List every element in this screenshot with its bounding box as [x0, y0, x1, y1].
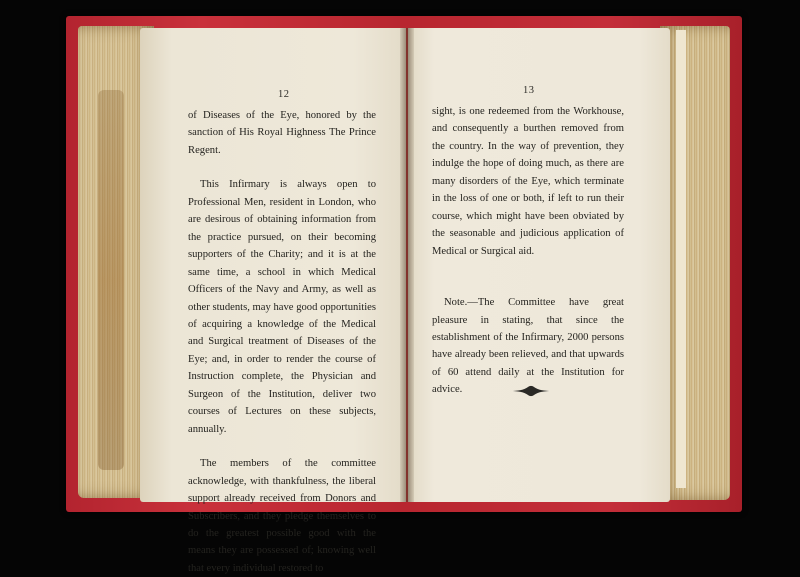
right-page [408, 28, 670, 502]
right-page-text [432, 103, 624, 399]
page-edge-stain [98, 90, 124, 470]
page-number-left: 12 [278, 89, 290, 100]
paragraph: sight, is one redeemed from the Workhouse, and consequently a burthen removed from the country. In the way of prevention, they indulge the hope of doing much, as there are many disorders of the Eye, which terminate in the loss of one or both, if left to run their course, which might have been obviated by the seasonable and judicious application of Medical or Surgical aid. [432, 106, 624, 257]
paragraph: of Diseases of the Eye, honored by the sanction of His Royal Highness The Prince Regent. [188, 110, 376, 156]
paragraph: The members of the committee acknowledge, with thankfulness, the liberal support already received from Donors and Subscribers, and they pledge themselves to do the greatest possible good with the means they are possessed of; knowing well that every individual restored to [188, 458, 376, 574]
right-page-edges [660, 26, 730, 500]
left-page [140, 28, 406, 574]
page-number-right: 13 [523, 85, 535, 96]
paragraph: This Infirmary is always open to Professional Men, resident in London, who are desirous of obtaining information from the practice pursued, on their becoming supporters of the Charity; and it is at the same time, a school in which Medical Officers of the Navy and Army, as well as other students, may have good opportunities of acquiring a knowledge of the Medical and Surgical treatment of Diseases of the Eye; and, in order to render the course of Instruction complete, the Physician and Surgeon of the Institution, deliver two courses of Lectures on these subjects, annually. [188, 179, 376, 435]
printer-fleuron-icon [508, 384, 554, 398]
right-page-sliver [676, 30, 686, 488]
book-gutter [400, 28, 414, 502]
note-paragraph: Note.—The Committee have great pleasure in stating, that since the establishment of the Infirmary, 2000 persons have already been relieved, and that upwards of 60 attend daily at the Institution for advice. [432, 297, 624, 396]
left-page-text [188, 107, 376, 577]
